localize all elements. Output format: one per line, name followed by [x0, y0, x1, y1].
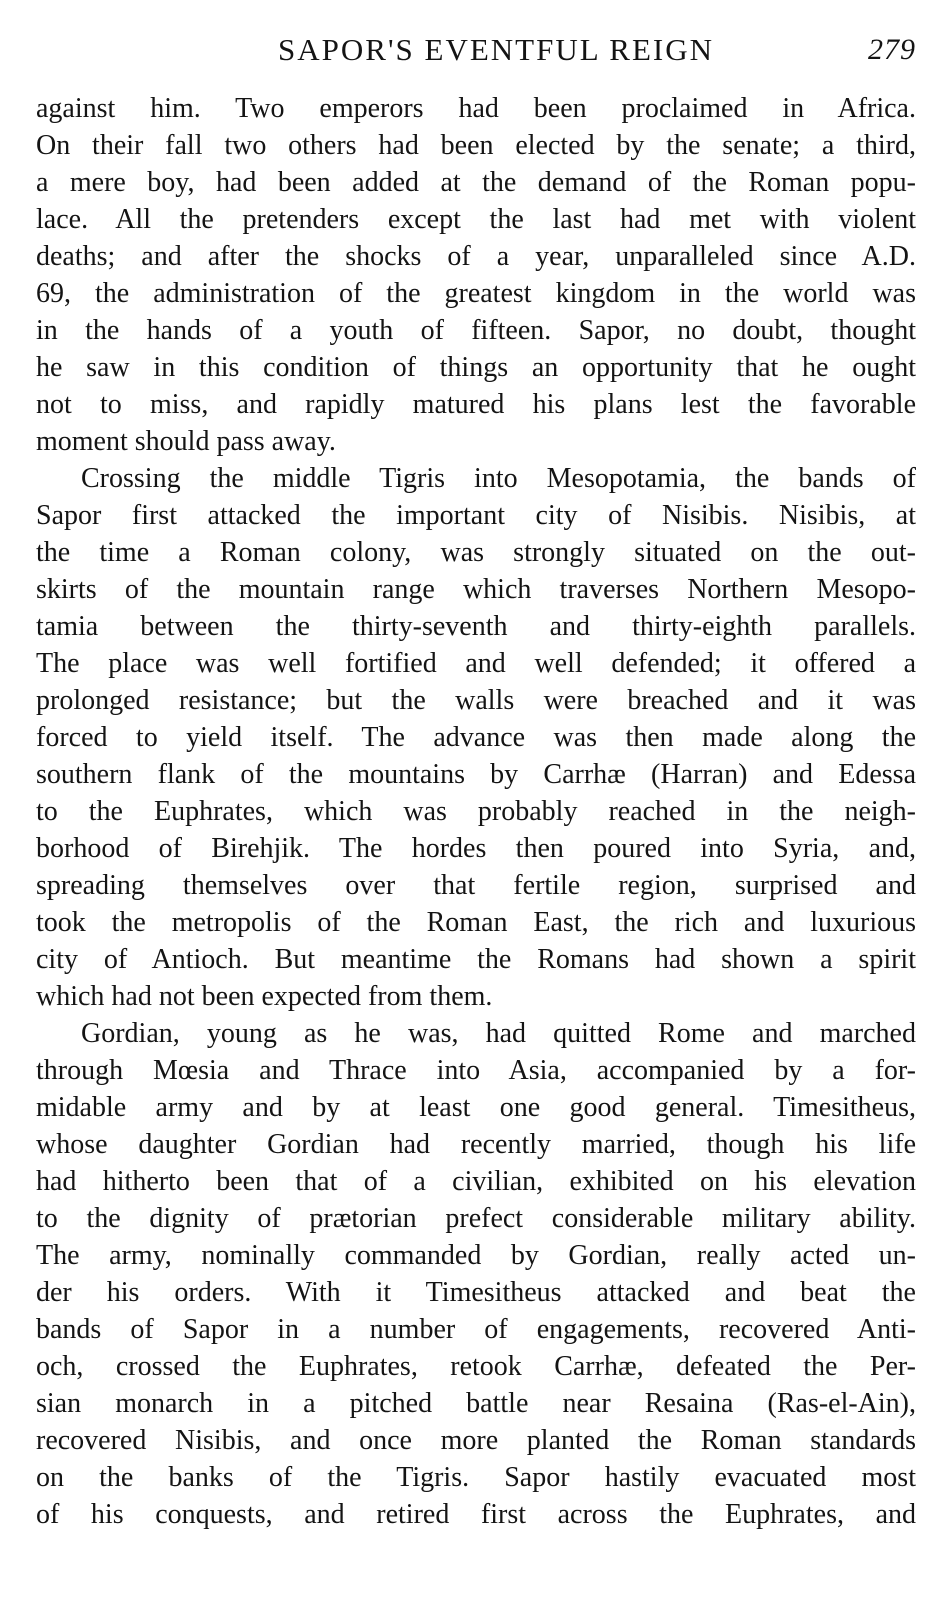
- text-line: bands of Sapor in a number of engagements, recovered Anti-: [36, 1314, 916, 1345]
- text-line: city of Antioch. But meantime the Romans had shown a spirit: [36, 944, 916, 975]
- text-line: not to miss, and rapidly matured his plans lest the favorable: [36, 389, 916, 420]
- text-line: of his conquests, and retired first across the Euphrates, and: [36, 1499, 916, 1530]
- paragraph-1: [36, 90, 916, 460]
- text-line: borhood of Birehjik. The hordes then poured into Syria, and,: [36, 833, 916, 864]
- body-text: [36, 90, 916, 1533]
- text-line: sian monarch in a pitched battle near Resaina (Ras-el-Ain),: [36, 1388, 916, 1419]
- text-line: against him. Two emperors had been proclaimed in Africa.: [36, 93, 916, 124]
- text-line: Sapor first attacked the important city of Nisibis. Nisibis, at: [36, 500, 916, 531]
- paragraph-3: [36, 1015, 916, 1533]
- text-line: took the metropolis of the Roman East, the rich and luxurious: [36, 907, 916, 938]
- text-line: whose daughter Gordian had recently married, though his life: [36, 1129, 916, 1160]
- text-line: och, crossed the Euphrates, retook Carrhæ, defeated the Per-: [36, 1351, 916, 1382]
- text-line: midable army and by at least one good general. Timesitheus,: [36, 1092, 916, 1123]
- text-line: spreading themselves over that fertile region, surprised and: [36, 870, 916, 901]
- text-line: The army, nominally commanded by Gordian, really acted un-: [36, 1240, 916, 1271]
- text-line: forced to yield itself. The advance was then made along the: [36, 722, 916, 753]
- text-line: the time a Roman colony, was strongly situated on the out-: [36, 537, 916, 568]
- text-line: which had not been expected from them.: [36, 981, 493, 1012]
- text-line: on the banks of the Tigris. Sapor hastily evacuated most: [36, 1462, 916, 1493]
- text-line: moment should pass away.: [36, 426, 336, 457]
- text-line: a mere boy, had been added at the demand of the Roman popu-: [36, 167, 916, 198]
- text-line: 69, the administration of the greatest kingdom in the world was: [36, 278, 916, 309]
- running-head: [36, 28, 916, 72]
- text-line: recovered Nisibis, and once more planted the Roman standards: [36, 1425, 916, 1456]
- text-line: Crossing the middle Tigris into Mesopotamia, the bands of: [81, 463, 916, 494]
- text-line: lace. All the pretenders except the last had met with violent: [36, 204, 916, 235]
- paragraph-2: [36, 460, 916, 1015]
- running-head-title: SAPOR'S EVENTFUL REIGN: [278, 32, 714, 67]
- page-number: 279: [868, 33, 916, 66]
- text-line: to the dignity of prætorian prefect considerable military ability.: [36, 1203, 916, 1234]
- text-line: through Mœsia and Thrace into Asia, accompanied by a for-: [36, 1055, 916, 1086]
- text-line: southern flank of the mountains by Carrhæ (Harran) and Edessa: [36, 759, 916, 790]
- text-line: On their fall two others had been elected by the senate; a third,: [36, 130, 916, 161]
- text-line: he saw in this condition of things an opportunity that he ought: [36, 352, 916, 383]
- text-line: der his orders. With it Timesitheus attacked and beat the: [36, 1277, 916, 1308]
- text-line: deaths; and after the shocks of a year, unparalleled since A.D.: [36, 241, 916, 272]
- text-line: tamia between the thirty-seventh and thirty-eighth parallels.: [36, 611, 916, 642]
- text-line: The place was well fortified and well defended; it offered a: [36, 648, 916, 679]
- text-line: had hitherto been that of a civilian, exhibited on his elevation: [36, 1166, 916, 1197]
- text-line: Gordian, young as he was, had quitted Rome and marched: [81, 1018, 916, 1049]
- text-line: skirts of the mountain range which traverses Northern Mesopo-: [36, 574, 916, 605]
- text-line: to the Euphrates, which was probably reached in the neigh-: [36, 796, 916, 827]
- text-line: in the hands of a youth of fifteen. Sapor, no doubt, thought: [36, 315, 916, 346]
- text-line: prolonged resistance; but the walls were breached and it was: [36, 685, 916, 716]
